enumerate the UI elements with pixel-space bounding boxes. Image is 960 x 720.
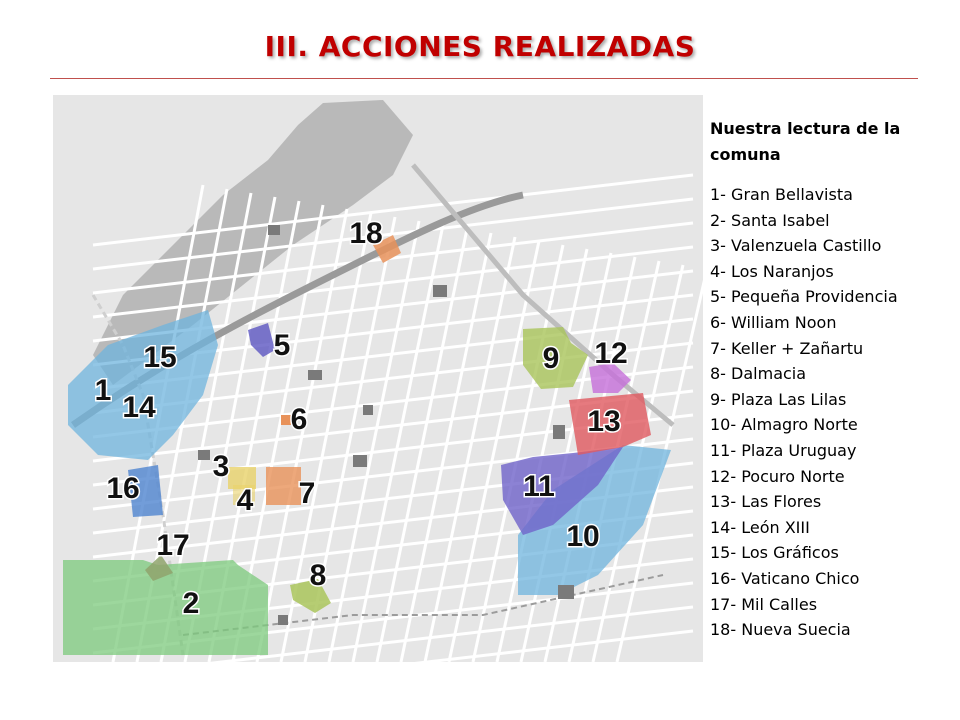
zone-label-14: 14	[122, 390, 156, 424]
slide-title: III. ACCIONES REALIZADAS	[264, 30, 696, 63]
legend-item: 1- Gran Bellavista	[710, 185, 853, 204]
legend-item: 4- Los Naranjos	[710, 261, 834, 281]
legend-item: 13- Las Flores	[710, 492, 822, 512]
legend-item: 9- Plaza Las Lilas	[710, 389, 847, 409]
legend-item: 10- Almagro Norte	[710, 415, 858, 435]
zone-label-16: 16	[106, 471, 140, 505]
legend-item: 11- Plaza Uruguay	[710, 440, 857, 460]
zone-william-noon	[281, 415, 291, 425]
zone-label-5: 5	[273, 328, 291, 362]
zone-label-10: 10	[566, 519, 600, 553]
map-canvas	[53, 95, 703, 662]
legend-item: 7- Keller + Zañartu	[710, 338, 864, 358]
zone-label-3: 3	[212, 449, 230, 483]
legend-item: 8- Dalmacia	[710, 364, 807, 384]
legend-list	[710, 182, 950, 643]
legend-heading: Nuestra lectura de la comuna	[710, 119, 901, 164]
zone-label-8: 8	[309, 558, 327, 592]
legend-item: 17- Mil Calles	[710, 594, 818, 614]
neighborhood-map	[53, 95, 703, 662]
legend-item: 3- Valenzuela Castillo	[710, 236, 882, 256]
zone-label-12: 12	[594, 336, 628, 370]
zone-label-9: 9	[542, 341, 560, 375]
legend-item: 6- William Noon	[710, 312, 837, 332]
title-divider	[50, 78, 918, 79]
zone-label-2: 2	[182, 586, 200, 620]
zone-label-1: 1	[94, 373, 112, 407]
zone-label-4: 4	[236, 483, 254, 517]
zone-legend	[710, 116, 950, 643]
zone-label-15: 15	[143, 340, 177, 374]
zone-label-11: 11	[523, 469, 555, 503]
zone-label-13: 13	[587, 404, 621, 438]
legend-item: 14- León XIII	[710, 517, 810, 537]
zone-label-7: 7	[298, 476, 316, 510]
zone-keller-zanartu	[266, 467, 301, 505]
legend-item: 18- Nueva Suecia	[710, 620, 851, 640]
legend-item: 12- Pocuro Norte	[710, 466, 845, 486]
zone-label-17: 17	[156, 528, 190, 562]
zone-label-6: 6	[290, 402, 308, 436]
zone-label-18: 18	[349, 216, 383, 250]
legend-item: 5- Pequeña Providencia	[710, 287, 898, 307]
legend-item: 15- Los Gráficos	[710, 543, 839, 563]
legend-item: 2- Santa Isabel	[710, 210, 830, 230]
legend-item: 16- Vaticano Chico	[710, 568, 860, 588]
